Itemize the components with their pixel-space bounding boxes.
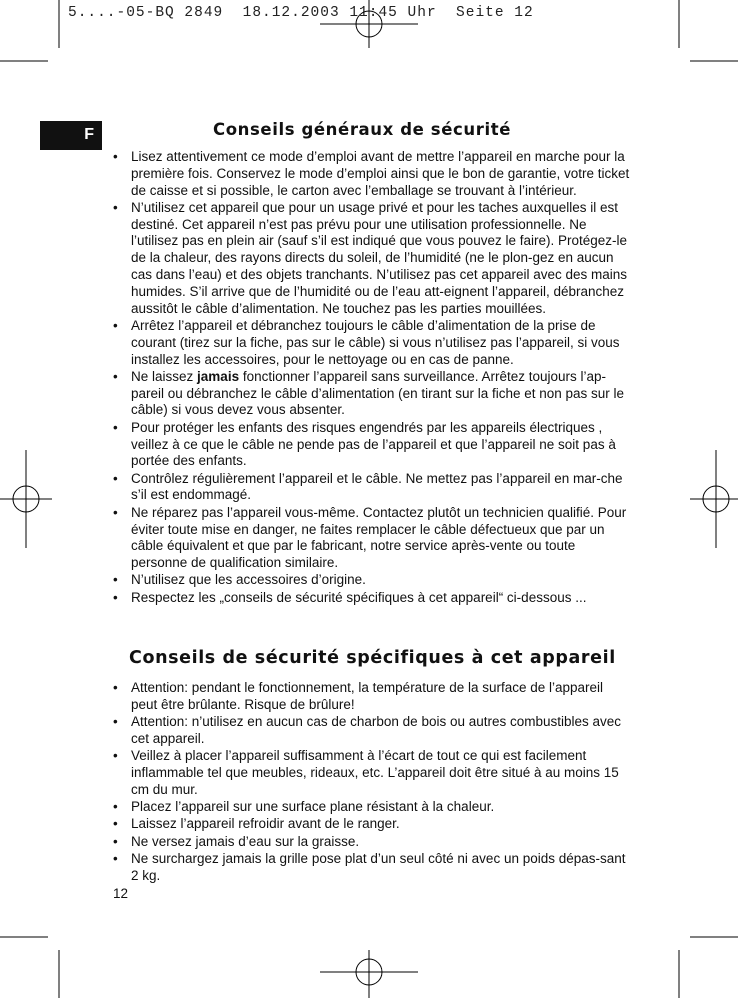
list-item: • Attention: pendant le fonctionnement, la température de la surface de l’appareil peut être brûlante. Risque de brûlure! <box>113 680 633 714</box>
registration-mark-right <box>690 450 738 548</box>
registration-mark-bottom <box>320 950 418 998</box>
general-safety-list <box>113 149 633 607</box>
list-item: • Lisez attentivement ce mode d’emploi avant de mettre l’appareil en marche pour la première fois. Conservez le mode d’emploi ainsi que le bon de garantie, votre ticket de caisse et si possible, le carton avec l’emballage se trouvant à l’intérieur. <box>113 149 633 199</box>
list-item: • N’utilisez cet appareil que pour un usage privé et pour les taches auxquelles il est destiné. Cet appareil n’est pas prévu pour une utilisation professionnelle. Ne l’utilisez pas en plein air (sauf s’il est indiqué que vous pouvez le faire). Protégez-le de la chaleur, des rayons directs du soleil, de l’humidité (ne le plon-gez en aucun cas dans l’eau) et des objets tranchants. N’utilisez pas cet appareil avec des mains humides. S’il arrive que de l’humidité ou de l’eau att-eignent l’appareil, débranchez aussitôt le câble d’alimentation. Ne touchez pas les parties mouillées. <box>113 200 633 318</box>
specific-safety-list <box>113 680 633 885</box>
list-item: • Pour protéger les enfants des risques engendrés par les appareils électriques , veillez à ce que le câble ne pende pas de l’appareil et que l’appareil ne soit pas à portée des enfants. <box>113 420 633 470</box>
list-item: • Attention: n’utilisez en aucun cas de charbon de bois ou autres combustibles avec cet appareil. <box>113 714 633 748</box>
language-tab-label: F <box>84 126 94 143</box>
list-item: • Ne réparez pas l’appareil vous-même. Contactez plutôt un technicien qualifié. Pour éviter toute mise en danger, ne faites remplacer le câble défectueux que par un câble équivalent et que par le fabricant, notre service après-vente ou toute personne de qualification similaire. <box>113 505 633 572</box>
list-item: • Respectez les „conseils de sécurité spécifiques à cet appareil“ ci-dessous ... <box>113 590 633 607</box>
list-item: • Contrôlez régulièrement l’appareil et le câble. Ne mettez pas l’appareil en mar-che s’il est endommagé. <box>113 471 633 505</box>
list-item: • Veillez à placer l’appareil suffisamment à l’écart de tout ce qui est facilement inflammable tel que meubles, rideaux, etc. L’appareil doit être situé à au moins 15 cm du mur. <box>113 748 633 798</box>
list-item-lead: Ne laissez <box>131 368 194 384</box>
list-item-rest: fonctionner l’appareil sans surveillance. Arrêtez toujours l’ap-pareil ou débranchez le câble d’alimentation (en tirant sur la fiche et non pas sur le câble) si vous devez vous absenter. <box>131 368 625 418</box>
registration-mark-top <box>320 0 418 48</box>
list-item: • N’utilisez que les accessoires d’origine. <box>113 572 633 589</box>
list-item: • Laissez l’appareil refroidir avant de le ranger. <box>113 816 633 833</box>
registration-mark-left <box>0 450 52 548</box>
print-slug-header: 5....-05-BQ 2849 18.12.2003 11:45 Uhr Seite 12 <box>68 5 534 21</box>
list-item <box>113 369 633 419</box>
list-item: • Placez l’appareil sur une surface plane résistant à la chaleur. <box>113 799 633 816</box>
section-title-specific-safety: Conseils de sécurité spécifiques à cet appareil <box>129 648 616 668</box>
list-item: • Ne versez jamais d’eau sur la graisse. <box>113 834 633 851</box>
list-item: • Arrêtez l’appareil et débranchez toujours le câble d’alimentation de la prise de courant (tirez sur la fiche, pas sur le câble) si vous n’utilisez pas l’appareil, si vous installez les accessoires, pour le nettoyage ou en cas de panne. <box>113 318 633 368</box>
emphasis-jamais: jamais <box>197 368 240 384</box>
page-number: 12 <box>113 886 129 901</box>
list-item: • Ne surchargez jamais la grille pose plat d’un seul côté ni avec un poids dépas-sant 2 kg. <box>113 851 633 885</box>
language-tab <box>40 121 102 150</box>
section-title-general-safety: Conseils généraux de sécurité <box>213 120 511 139</box>
